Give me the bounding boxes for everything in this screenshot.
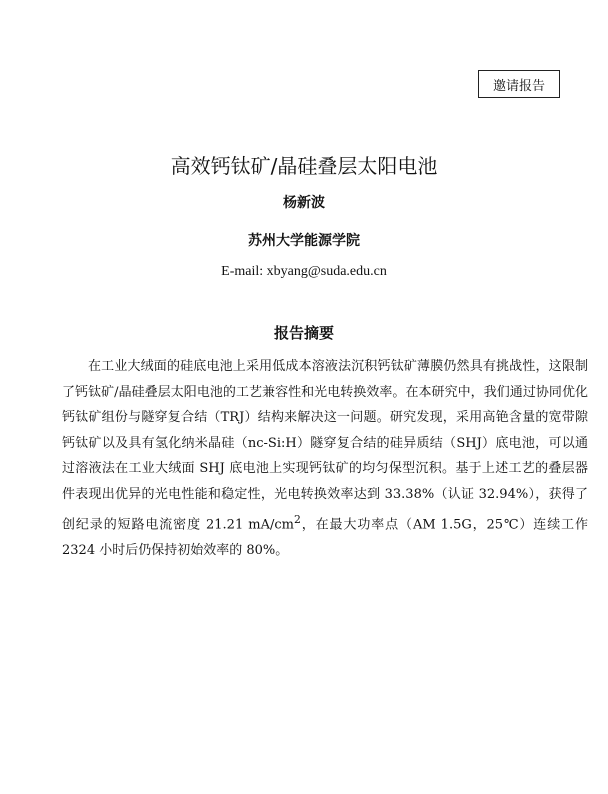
paper-title: 高效钙钛矿/晶硅叠层太阳电池 xyxy=(170,154,438,178)
author-email: E-mail: xbyang@suda.edu.cn xyxy=(221,264,387,279)
abstract-text-tail: ，在最大功率点（AM 1.5G，25℃）连续工作 2324 小时后仍保持初始效率的 80%。 xyxy=(62,517,588,558)
abstract-heading: 报告摘要 xyxy=(273,324,334,342)
abstract-body xyxy=(62,354,588,563)
affiliation: 苏州大学能源学院 xyxy=(248,233,360,249)
unit-superscript: 2 xyxy=(293,513,301,526)
author-name: 杨新波 xyxy=(283,195,325,211)
abstract-text-main: 在工业大绒面的硅底电池上采用低成本溶液法沉积钙钛矿薄膜仍然具有挑战性，这限制了钙钛矿/晶硅叠层太阳电池的工艺兼容性和光电转换效率。在本研究中，我们通过协同优化钙钛矿组份与隧穿复合结（TRJ）结构来解决这一问题。研究发现，采用高铯含量的宽带隙钙钛矿以及具有氢化纳米晶硅（nc-Si:H）隧穿复合结的硅异质结（SHJ）底电池，可以通过溶液法在工业大绒面 SHJ 底电池上实现钙钛矿的均匀保型沉积。基于上述工艺的叠层器件表现出优异的光电性能和稳定性，光电转换效率达到 33.38%（认证 32.94%），获得了创纪录的短路电流密度 21.21 mA/cm xyxy=(62,359,588,533)
report-type-label: 邀请报告 xyxy=(478,70,560,98)
